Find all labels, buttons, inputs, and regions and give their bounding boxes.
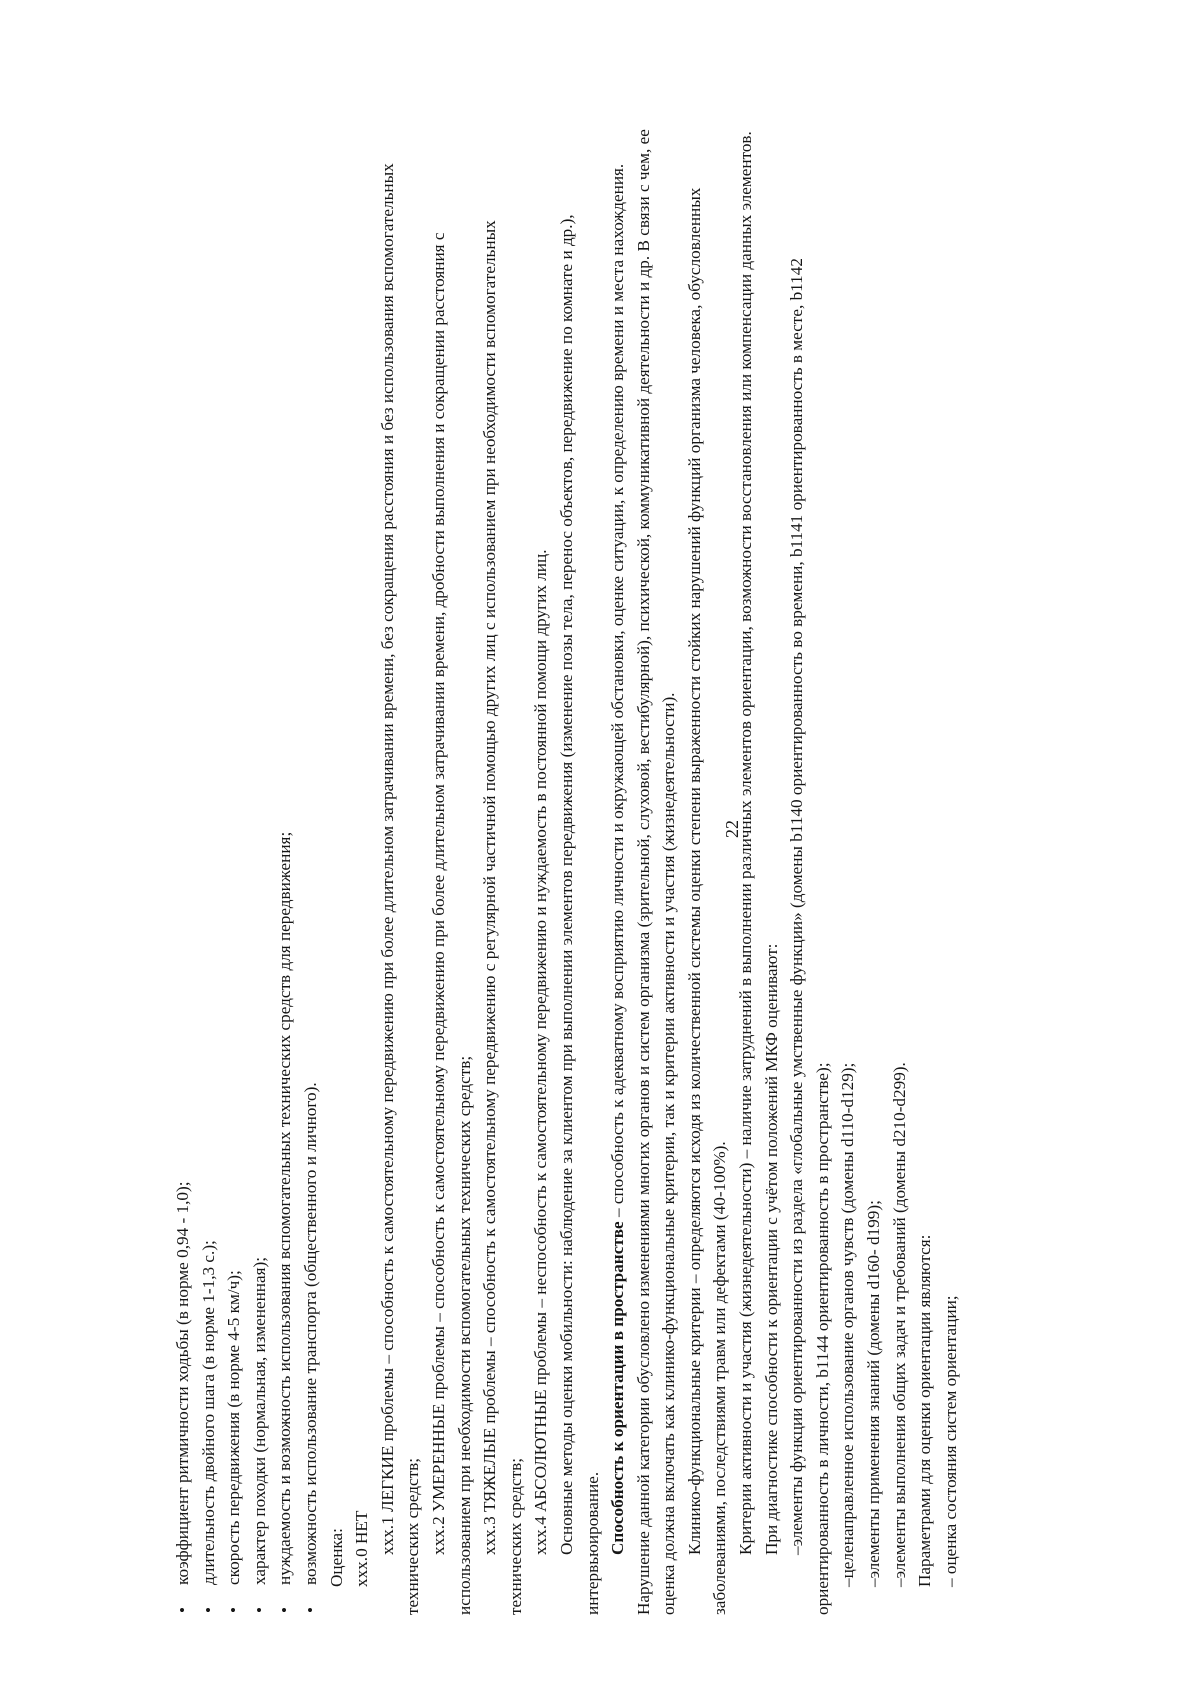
list-item: • возможность использование транспорта (общественного и личного). — [298, 125, 324, 1615]
icf-item-senses: –целенаправленное использование органов чувств (домены d110-d129); — [838, 1062, 858, 1587]
params-item-text: – оценка состояния систем ориентации; — [941, 1295, 960, 1587]
orientation-term: Способность к ориентации в пространстве — [608, 1221, 628, 1555]
list-item: • длительность двойного шага (в норме 1-1,3 с.); — [196, 125, 222, 1615]
page-number: 22 — [722, 820, 742, 838]
grade-4: xxx.4 АБСОЛЮТНЫЕ проблемы – неспособность к самостоятельному передвижению и нуждаемость в постоянной помощи других лиц. — [531, 549, 551, 1555]
grade-2: xxx.2 УМЕРЕННЫЕ проблемы – способность к самостоятельному передвижению при более длительном затрачивании времени, дробности выполнения и сокращении расстояния с использованием при необходимости вспомогательных технических средств; — [428, 232, 474, 1615]
page-body — [170, 125, 963, 1615]
orientation-paragraph — [605, 125, 682, 1615]
grade-1: xxx.1 ЛЕГКИЕ проблемы – способность к самостоятельному передвижению при более длительном затрачивании времени, без сокращения расстояния и без использования вспомогательных технических средств; — [377, 163, 423, 1615]
grade-0: xxx.0 НЕТ — [352, 1510, 372, 1587]
assessment-label: Оценка: — [326, 1528, 346, 1587]
icf-item-knowledge: –элементы применения знаний (домены d160- d199); — [864, 1200, 884, 1587]
list-item: • характер походки (нормальная, измененная); — [247, 125, 273, 1615]
params-item — [938, 125, 964, 1615]
icf-intro: При диагностике способности к ориентации с учётом положений МКФ оценивают: — [761, 943, 781, 1555]
params-label: Параметрами для оценки ориентации являются: — [915, 1234, 935, 1587]
list-item: • нуждаемость и возможность использования вспомогательных технических средств для передвижения; — [272, 125, 298, 1615]
activity-criteria-paragraph: Критерии активности и участия (жизнедеятельности) – наличие затруднений в выполнении различных элементов ориентации, возможности восстановления или компенсации данных элементов. — [736, 131, 756, 1555]
list-item: • коэффициент ритмичности ходьбы (в норме 0,94 - 1,0); — [170, 125, 196, 1615]
icf-item-tasks: –элементы выполнения общих задач и требований (домены d210-d299). — [889, 1062, 909, 1587]
icf-item-global-functions: –элементы функции ориентированности из раздела «глобальные умственные функции» (домены b1140 ориентированность во времени, b1141 ориентированность в месте, b1142 ориентированность в личности, b1144 ориентированность в пространстве); — [787, 258, 832, 1615]
list-item: • скорость передвижения (в норме 4-5 км/ч); — [221, 125, 247, 1615]
methods-paragraph: Основные методы оценки мобильности: наблюдение за клиентом при выполнении элементов передвижения (изменение позы тела, перенос объектов, передвижение по комнате и др.), интервьюирование. — [556, 214, 602, 1615]
clinical-criteria-paragraph: Клинико-функциональные критерии – определяются исходя из количественной системы оценки степени выраженности стойких нарушений функций организма человека, обусловленных заболеваниями, последствиями травм или дефектами (40-100%). — [684, 187, 730, 1615]
grade-3: xxx.3 ТЯЖЕЛЫЕ проблемы – способность к самостоятельному передвижению с регулярной частичной помощью других лиц с использованием при необходимости вспомогательных технических средств; — [480, 220, 525, 1615]
orientation-definition: – способность к адекватному восприятию личности и окружающей обстановки, оценке ситуации, к определению времени и места нахождения. Нарушение данной категории обусловлено изменениями многих органов и систем организма (зрительной, слуховой, вестибулярной), психической, коммуникативной деятельности и др. В связи с чем, ее оценка должна включать как клинико-функциональные критерии, так и критерии активности и участия (жизнедеятельности). — [608, 129, 679, 1615]
gait-parameters-list — [170, 125, 324, 1615]
